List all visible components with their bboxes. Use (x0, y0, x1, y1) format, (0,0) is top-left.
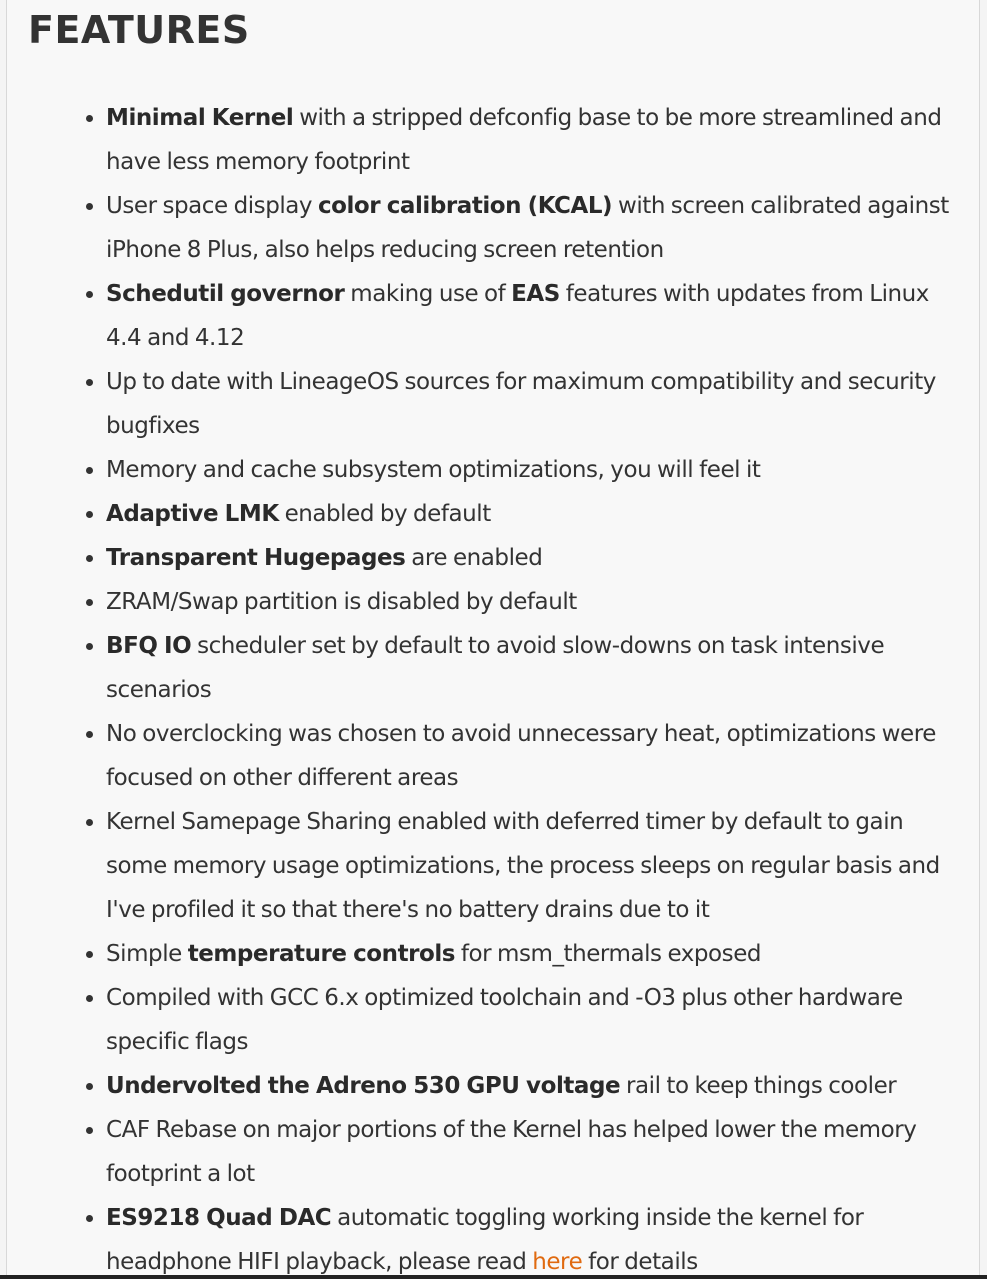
list-item (106, 712, 966, 800)
item-bold-text-secondary: EAS (511, 281, 560, 307)
item-text: rail to keep things cooler (620, 1073, 897, 1099)
list-item (106, 800, 966, 932)
content-panel (6, 0, 980, 1275)
list-item (106, 624, 966, 712)
item-text: Kernel Samepage Sharing enabled with deferred timer by default to gain some memory usage optimizations, the process sleeps on regular basis and I've profiled it so that there's no battery drains due to it (106, 809, 940, 923)
item-text: Memory and cache subsystem optimizations, you will feel it (106, 457, 761, 483)
item-text: automatic toggling working inside the kernel for headphone HIFI playback, please read (106, 1205, 864, 1275)
item-bold-text: ES9218 Quad DAC (106, 1205, 332, 1231)
list-item (106, 492, 966, 536)
item-text: No overclocking was chosen to avoid unnecessary heat, optimizations were focused on other different areas (106, 721, 936, 791)
item-bold-text: Schedutil governor (106, 281, 345, 307)
list-item (106, 932, 966, 976)
item-bold-text: Adaptive LMK (106, 501, 279, 527)
item-bold-text: Minimal Kernel (106, 105, 294, 131)
list-item (106, 1196, 966, 1275)
item-text: Compiled with GCC 6.x optimized toolchain and -O3 plus other hardware specific flags (106, 985, 903, 1055)
item-bold-text: temperature controls (187, 941, 456, 967)
item-bold-text: color calibration (KCAL) (317, 193, 613, 219)
item-text-pre: User space display (106, 193, 318, 219)
item-text-pre: Simple (106, 941, 188, 967)
features-list (7, 96, 966, 1275)
list-item (106, 272, 966, 360)
bottom-divider (0, 1275, 987, 1279)
list-item (106, 536, 966, 580)
item-bold-text: Transparent Hugepages (106, 545, 406, 571)
here-link[interactable]: here (532, 1249, 583, 1275)
item-text: CAF Rebase on major portions of the Kernel has helped lower the memory footprint a lot (106, 1117, 917, 1187)
list-item (106, 1064, 966, 1108)
section-heading: FEATURES (28, 8, 250, 52)
item-text: enabled by default (278, 501, 491, 527)
item-bold-text: BFQ IO (106, 633, 192, 659)
item-text: for msm_thermals exposed (455, 941, 762, 967)
item-text: with screen calibrated against iPhone 8 Plus, also helps reducing screen retention (106, 193, 949, 263)
list-item (106, 184, 966, 272)
item-text: with a stripped defconfig base to be more streamlined and have less memory footprint (106, 105, 942, 175)
item-text: scheduler set by default to avoid slow-downs on task intensive scenarios (106, 633, 885, 703)
item-bold-text: Undervolted the Adreno 530 GPU voltage (106, 1073, 621, 1099)
item-text: ZRAM/Swap partition is disabled by default (106, 589, 577, 615)
list-item (106, 1108, 966, 1196)
list-item (106, 96, 966, 184)
item-text: features with updates from Linux 4.4 and 4.12 (106, 281, 929, 351)
list-item (106, 448, 966, 492)
list-item (106, 976, 966, 1064)
item-text-post: for details (582, 1249, 698, 1275)
item-text-mid: making use of (344, 281, 512, 307)
item-text: Up to date with LineageOS sources for maximum compatibility and security bugfixes (106, 369, 936, 439)
list-item (106, 580, 966, 624)
item-text: are enabled (405, 545, 543, 571)
list-item (106, 360, 966, 448)
